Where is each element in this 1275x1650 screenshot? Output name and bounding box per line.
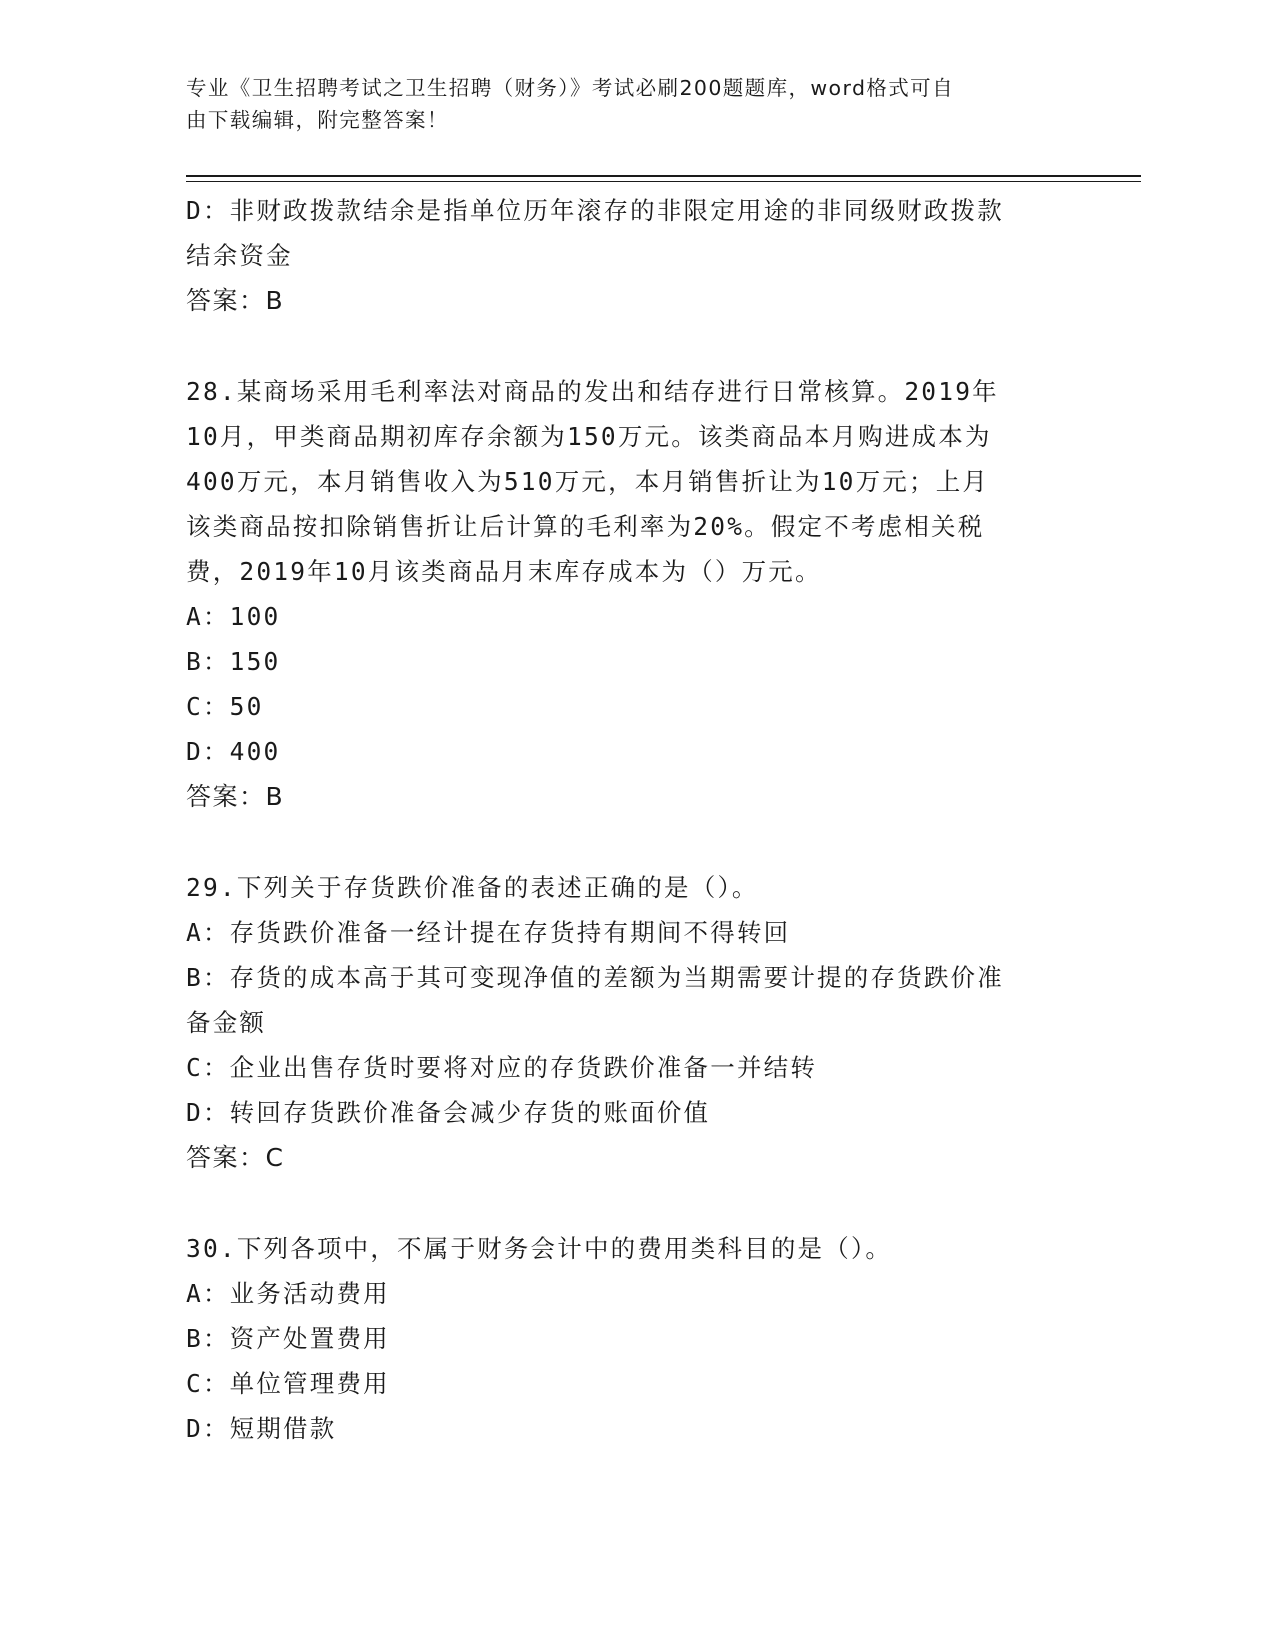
question-stem: 费，2019年10月该类商品月末库存成本为（）万元。 [186, 557, 822, 586]
header-line: 由下载编辑，附完整答案！ [186, 108, 449, 132]
header-line: 专业《卫生招聘考试之卫生招聘（财务）》考试必刷200题题库，word格式可自 [186, 76, 954, 100]
option-c: C：50 [186, 692, 264, 721]
question-list [186, 188, 1066, 1451]
option-d-continued: 结余资金 [186, 241, 293, 270]
option-b: B：资产处置费用 [186, 1324, 390, 1353]
previous-question-tail [186, 188, 1066, 323]
document-header [186, 72, 1066, 136]
option-c: C：单位管理费用 [186, 1369, 390, 1398]
question-30 [186, 1226, 1066, 1451]
option-b-continued: 备金额 [186, 1008, 267, 1037]
question-stem: 30.下列各项中，不属于财务会计中的费用类科目的是（）。 [186, 1234, 893, 1263]
option-a: A：100 [186, 602, 281, 631]
option-d: D：非财政拨款结余是指单位历年滚存的非限定用途的非同级财政拨款 [186, 196, 1004, 225]
option-d: D：短期借款 [186, 1414, 337, 1443]
question-stem: 10月，甲类商品期初库存余额为150万元。该类商品本月购进成本为 [186, 422, 992, 451]
question-stem: 28.某商场采用毛利率法对商品的发出和结存进行日常核算。2019年 [186, 377, 999, 406]
answer: 答案：C [186, 1143, 285, 1172]
header-divider [186, 181, 1141, 182]
question-stem: 400万元，本月销售收入为510万元，本月销售折让为10万元；上月 [186, 467, 990, 496]
option-d: D：400 [186, 737, 281, 766]
option-c: C：企业出售存货时要将对应的存货跌价准备一并结转 [186, 1053, 818, 1082]
question-stem: 该类商品按扣除销售折让后计算的毛利率为20%。假定不考虑相关税 [186, 512, 985, 541]
header-divider [186, 175, 1141, 177]
question-29 [186, 865, 1066, 1180]
option-b: B：150 [186, 647, 281, 676]
option-b: B：存货的成本高于其可变现净值的差额为当期需要计提的存货跌价准 [186, 963, 1004, 992]
question-stem: 29.下列关于存货跌价准备的表述正确的是（）。 [186, 873, 759, 902]
answer: 答案：B [186, 782, 285, 811]
option-d: D：转回存货跌价准备会减少存货的账面价值 [186, 1098, 711, 1127]
option-a: A：存货跌价准备一经计提在存货持有期间不得转回 [186, 918, 791, 947]
question-28 [186, 369, 1066, 819]
answer: 答案：B [186, 286, 285, 315]
option-a: A：业务活动费用 [186, 1279, 390, 1308]
